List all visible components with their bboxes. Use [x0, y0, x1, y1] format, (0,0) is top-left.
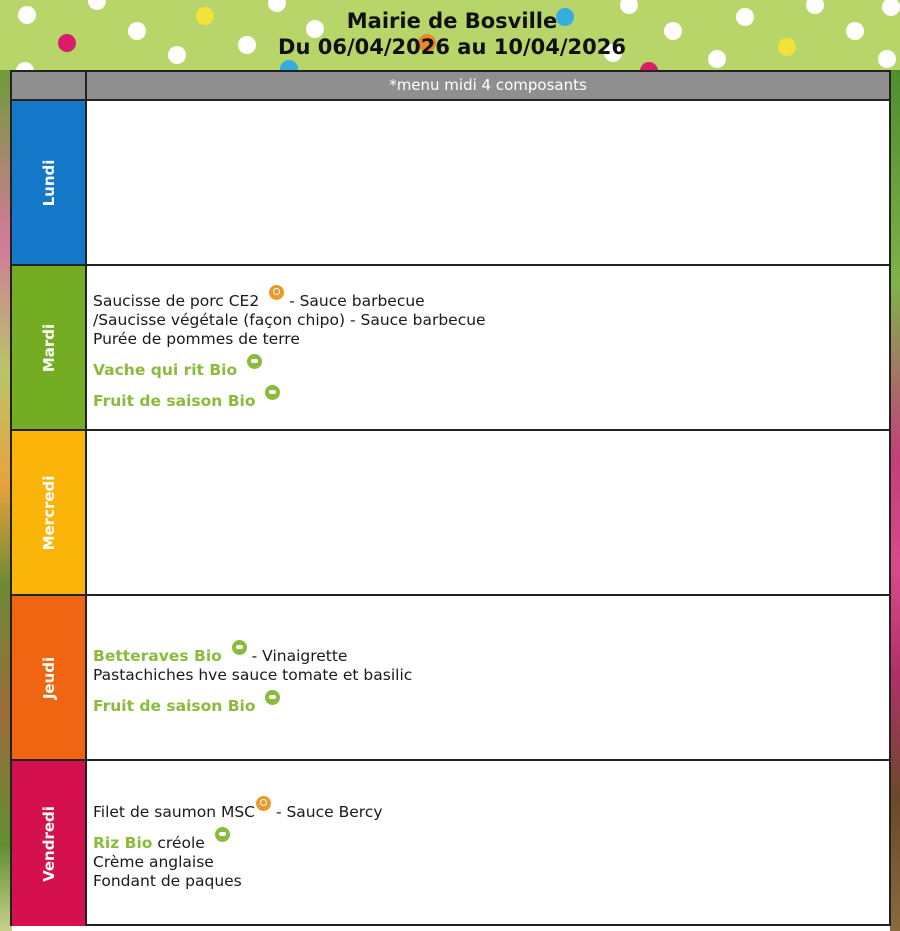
table-header-corner	[12, 72, 87, 99]
day-label-jeudi	[12, 596, 87, 759]
menu-item: Filet de saumon MSC - Sauce Bercy	[93, 796, 879, 822]
bio-label-icon	[247, 354, 262, 369]
menu-item: Fruit de saison Bio	[93, 690, 879, 716]
menu-cell-jeudi	[93, 596, 879, 759]
menu-cell-mardi	[93, 266, 879, 429]
menu-subtitle: *menu midi 4 composants	[389, 76, 587, 94]
day-name: Vendredi	[39, 805, 58, 882]
date-range: Du 06/04/2026 au 10/04/2026	[278, 35, 626, 59]
menu-item: Vache qui rit Bio	[93, 354, 879, 380]
menu-item: Crème anglaise	[93, 853, 214, 871]
menu-item: Fruit de saison Bio	[93, 385, 879, 411]
day-row-mardi	[12, 266, 889, 431]
day-row-jeudi	[12, 596, 889, 761]
day-label-lundi	[12, 101, 87, 264]
day-label-mardi	[12, 266, 87, 429]
day-name: Mardi	[39, 323, 58, 372]
day-name: Lundi	[39, 159, 58, 206]
menu-item: Pastachiches hve sauce tomate et basilic	[93, 665, 413, 684]
menu-cell-vendredi	[93, 761, 879, 926]
page-title: Mairie de Bosville	[346, 9, 558, 33]
bio-label-icon	[265, 385, 280, 400]
menu-table	[10, 70, 891, 926]
menu-item: Fondant de paques	[93, 872, 242, 890]
bio-label-icon	[265, 690, 280, 705]
day-label-vendredi	[12, 761, 87, 926]
bio-label-icon	[215, 827, 230, 842]
right-background-strip	[890, 70, 900, 931]
day-label-mercredi	[12, 431, 87, 594]
menu-item: Betteraves Bio - Vinaigrette	[93, 640, 879, 666]
day-name: Mercredi	[39, 475, 58, 550]
header-banner	[0, 0, 900, 70]
quality-label-icon	[256, 796, 271, 811]
menu-cell-mercredi	[93, 431, 879, 594]
day-row-lundi	[12, 101, 889, 266]
menu-cell-lundi	[93, 101, 879, 264]
bio-label-icon	[232, 640, 247, 655]
menu-item: Saucisse de porc CE2 - Sauce barbecue	[93, 285, 879, 311]
menu-item: Purée de pommes de terre	[93, 329, 300, 348]
quality-label-icon	[269, 285, 284, 300]
day-row-vendredi	[12, 761, 889, 926]
menu-item: Riz Bio créole	[93, 827, 879, 853]
menu-item: /Saucisse végétale (façon chipo) - Sauce barbecue	[93, 310, 486, 329]
day-name: Jeudi	[39, 656, 58, 699]
day-row-mercredi	[12, 431, 889, 596]
table-header-row	[12, 72, 889, 101]
